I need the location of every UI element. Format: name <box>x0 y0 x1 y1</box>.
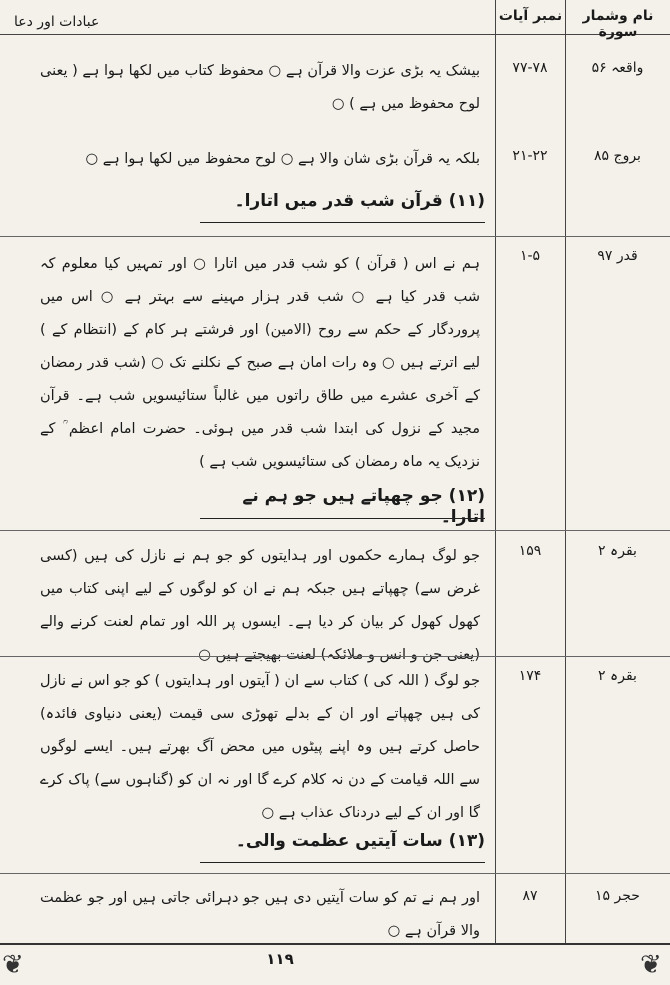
entry-text-baqarah-159: جو لوگ ہمارے حکموں اور ہدایتوں کو جو ہم نے نازل کی ہیں (کسی غرض سے) چھپاتے ہیں جبکہ ہم نے ان کو لوگوں کے لیے اپنی کتاب میں کھول کھول کر بیان کر دیا ہے۔ ایسوں پر اللہ اور تمام لعنت کرنے والے (یعنی جن و انس و ملائکہ) لعنت بھیجتے ہیں ○ <box>40 548 480 663</box>
heading-title: سات آیتیں عظمت والی۔ <box>235 831 443 851</box>
row-rule <box>0 530 670 531</box>
column-header-surah: نام وشمار سورة <box>582 8 654 40</box>
row-rule <box>0 873 670 874</box>
heading-title: جو چھپاتے ہیں جو ہم نے اتارا۔ <box>242 486 485 527</box>
entry-ref-baqarah-174: بقرہ ۲ <box>598 668 637 684</box>
entry-text-baqarah-174: جو لوگ ( اللہ کی ) کتاب سے ان ( آیتوں اور ہدایتوں ) کو جو اس نے نازل کی ہیں چھپاتے اور ان کے بدلے تھوڑی سی قیمت (یعنی دنیاوی فائدہ) حاصل کرتے ہیں وہ اپنے پیٹوں میں محض آگ بھرتے ہیں۔ ایسے لوگوں سے اللہ قیامت کے دن نہ کلام کرے گا اور نہ ان کو (گناہوں سے) پاک کرے گا اور ان کے لیے دردناک عذاب ہے ○ <box>40 673 480 821</box>
left-ornament-icon: ❦ <box>2 950 24 980</box>
entry-ayat-baqarah-174: ۱۷۴ <box>518 668 542 684</box>
entry-ref-waqiah: واقعہ ۵۶ <box>591 60 644 76</box>
entry-ayat-waqiah: ۷۷-۷۸ <box>512 60 548 76</box>
right-ornament-icon: ❦ <box>640 950 662 980</box>
heading-number: (۱۳) <box>448 831 485 851</box>
column-header-ayat: نمبر آیات <box>498 8 563 24</box>
footer-rule <box>0 943 670 945</box>
entry-text-waqiah: بیشک یہ بڑی عزت والا قرآن ہے ○ محفوظ کتاب میں لکھا ہوا ہے ( یعنی لوح محفوظ میں ہے ) ○ <box>40 63 480 112</box>
entry-ayat-qadr: ۱-۵ <box>519 248 541 264</box>
row-rule <box>0 236 670 237</box>
column-divider-middle <box>495 0 496 943</box>
entry-ref-buruj: بروج ۸۵ <box>594 148 641 164</box>
column-divider-right <box>565 0 566 943</box>
entry-text-qadr: ہم نے اس ( قرآن ) کو شب قدر میں اتارا ○ اور تمہیں کیا معلوم کہ شب قدر کیا ہے ○ شب قدر ہزار مہینے سے بہتر ہے ○ اس میں پروردگار کے حکم سے روح (الامین) اور فرشتے ہر کام کے (انتظام کے ) لیے اترتے ہیں ○ وہ رات امان ہے صبح کے نکلنے تک ○ (شب قدر رمضان کے آخری عشرے میں طاق راتوں میں غالباً ستائیسویں شب ہے۔ قرآن مجید کے نزول کی ابتدا شب قدر میں ہوئی۔ حضرت امام اعظم ؒ کے نزدیک یہ ماہ رمضان کی ستائیسویں شب ہے ) <box>40 256 480 470</box>
entry-ref-qadr: قدر ۹۷ <box>597 248 638 264</box>
entry-ayat-baqarah-159: ۱۵۹ <box>518 543 542 559</box>
section-heading-11 <box>200 190 485 211</box>
entry-ref-hijr: حجر ۱۵ <box>595 888 640 904</box>
entry-text-buruj: بلکہ یہ قرآن بڑی شان والا ہے ○ لوح محفوظ میں لکھا ہوا ہے ○ <box>85 151 480 167</box>
section-heading-12 <box>200 485 485 527</box>
entry-ayat-hijr: ۸۷ <box>522 888 538 904</box>
heading-underline <box>200 222 485 223</box>
entry-ref-baqarah-159: بقرہ ۲ <box>598 543 637 559</box>
heading-number: (۱۲) <box>448 486 485 506</box>
page-number: ۱۱۹ <box>266 950 294 968</box>
entry-text-hijr: اور ہم نے تم کو سات آیتیں دی ہیں جو دہرائی جاتی ہیں اور جو عظمت والا قرآن ہے ○ <box>40 890 480 939</box>
heading-underline <box>200 518 485 519</box>
heading-title: قرآن شب قدر میں اتارا۔ <box>234 191 443 211</box>
entry-ayat-buruj: ۲۱-۲۲ <box>512 148 548 164</box>
row-rule <box>0 656 670 657</box>
heading-underline <box>200 862 485 863</box>
section-heading-13 <box>200 830 485 851</box>
running-head: عبادات اور دعا <box>14 14 100 30</box>
heading-number: (۱۱) <box>448 191 485 211</box>
